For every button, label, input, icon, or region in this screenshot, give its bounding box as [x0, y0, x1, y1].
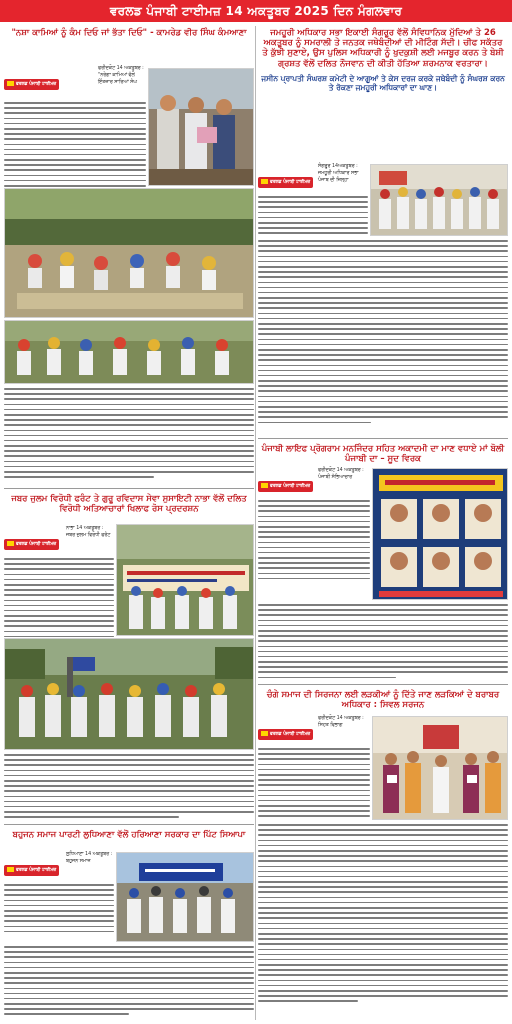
brand-tag-icon — [7, 541, 14, 546]
brand-tag — [4, 865, 59, 876]
article-nabha-protest[interactable] — [4, 492, 254, 822]
brand-tag-icon — [261, 483, 268, 488]
column-divider — [255, 26, 256, 1020]
article-photo-gathering — [4, 188, 254, 318]
brand-tag-icon — [7, 867, 14, 872]
article-dateline: ਫਰੀਦਕੋਟ 14 ਅਕਤੂਬਰ : ਪੰਜਾਬੀ ਸੱਭਿਆਚਾਰ — [318, 468, 364, 480]
article-headline: ਜਮਹੂਰੀ ਅਧਿਕਾਰ ਸਭਾ ਇਕਾਈ ਸੰਗਰੂਰ ਵੱਲੋਂ ਸੰਵਿਧਾਨਿਕ ਮੁੱਦਿਆਂ ਤੇ 26 ਅਕਤੂਬਰ ਨੂੰ ਸਮਰਾਲੀ ਤੇ ਜਨਤਕ ਜਥੇਬੰਦੀਆਂ ਦੀ ਮੀਟਿੰਗ ਸੱਦੀ। ਚੀਫ ਸਕੱਤਰ ਤੇ ਕੁੱਝੀ ਸੁਣਾਏ, ਉਸ ਪੁਲਿਸ ਅਧਿਕਾਰੀ ਨੂੰ ਖੁਦਕੁਸ਼ੀ ਲਈ ਮਜਬੂਰ ਕਰਨ ਤੇ ਬੇਸ਼ੀ ਗ੍ਰਸ਼ਤ ਵੱਲੋਂ ਦਲਿਤ ਨੌਜਵਾਨ ਦੀ ਕੀਤੀ ਹੱਤਿਆ ਸ਼ਰਮਨਾਕ ਵਰਤਾਰਾ। — [262, 28, 504, 69]
masthead — [0, 0, 512, 22]
article-photo-rally — [4, 638, 254, 750]
article-body-continued — [4, 754, 254, 821]
article-dateline: ਨਾਭਾ 14 ਅਕਤੂਬਰ : ਜਬਰ ਜੁਲਮ ਵਿਰੋਧੀ ਫਰੰਟ — [66, 526, 111, 538]
article-dateline: ਲੁਧਿਆਣਾ 14 ਅਕਤੂਬਰ : ਬਹੁਜਨ ਸਮਾਜ — [66, 852, 113, 864]
article-headline: "ਨਸ਼ਾ ਕਾਮਿਆਂ ਨੂੰ ਕੰਮ ਦਿਓ ਜਾਂ ਭੱਤਾ ਦਿਓ" - ਕਾਮਰੇਡ ਵੀਰ ਸਿੰਘ ਕੰਮਆਣਾ — [11, 28, 247, 38]
article-separator — [258, 438, 508, 439]
article-body-continued — [258, 824, 508, 1006]
article-subhead: ਜਸੀਨ ਪ੍ਰਾਪਤੀ ਸੰਘਰਸ਼ ਕਮੇਟੀ ਦੇ ਆਗੂਆਂ ਤੇ ਕੇਸ ਦਰਜ ਕਰਕੇ ਜਥੇਬੰਦੀ ਨੂੰ ਸੰਘਰਸ਼ ਕਰਨ ਤੇ ਰੋਕਣਾ ਜਮਹੂਰੀ ਅਧਿਕਾਰਾਂ ਦਾ ਘਾਣ। — [261, 73, 505, 92]
brand-tag-icon — [7, 81, 14, 86]
brand-tag — [4, 79, 59, 90]
brand-tag-label: ਵਰਲਡ ਪੰਜਾਬੀ ਟਾਈਮਜ਼ — [16, 542, 57, 547]
brand-tag — [258, 177, 313, 188]
article-photo-poster — [372, 468, 508, 600]
article-body-continued — [258, 604, 508, 682]
article-dateline: ਫਰੀਦਕੋਟ 14 ਅਕਤੂਬਰ : "ਨਰੇਗਾ ਕਾਮਿਆਂ ਵੱਲੋਂ ਇੰਤਜ਼ਾਰ ਸਾਰਿਆਂ ਸੰਘ — [98, 66, 144, 85]
article-photo-awards — [372, 716, 508, 820]
brand-tag-label: ਵਰਲਡ ਪੰਜਾਬੀ ਟਾਈਮਜ਼ — [270, 484, 311, 489]
article-dateline: ਸੰਗਰੂਰ 14ਅਕਤੂਬਰ : ਜਮਹੂਰੀ ਅਧਿਕਾਰ ਸਭਾ ਪੰਜਾਬ ਦੀ ਜ਼ਿਲ੍ਹਾ — [318, 164, 359, 183]
brand-tag — [258, 481, 313, 492]
article-body-continued — [4, 388, 254, 481]
article-body — [4, 558, 114, 646]
article-body — [258, 500, 370, 583]
article-photo-protest-banner — [116, 524, 254, 636]
brand-tag-label: ਵਰਲਡ ਪੰਜਾਬੀ ਟਾਈਮਜ਼ — [270, 180, 311, 185]
brand-tag-label: ਵਰਲਡ ਪੰਜਾਬੀ ਟਾਈਮਜ਼ — [16, 868, 57, 873]
left-column — [4, 26, 254, 1020]
article-body — [4, 884, 114, 936]
brand-tag — [258, 729, 313, 740]
article-dateline: ਫਰੀਦਕੋਟ 14 ਅਕਤੂਬਰ : ਸਿਹਤ ਵਿਭਾਗ — [318, 716, 364, 728]
article-photo-crowd — [4, 320, 254, 384]
article-body — [258, 748, 370, 821]
article-body — [258, 196, 368, 238]
article-headline: ਬਹੁਜਨ ਸਮਾਜ ਪਾਰਟੀ ਲੁਧਿਆਣਾ ਵੱਲੋਂ ਹਰਿਆਣਾ ਸਰਕਾਰ ਦਾ ਪਿੱਟ ਸਿਆਪਾ — [12, 830, 246, 840]
article-photo-meeting — [370, 164, 508, 236]
article-sangrur-jamhoori[interactable] — [258, 26, 508, 436]
article-headline: ਚੰਗੇ ਸਮਾਜ ਦੀ ਸਿਰਜਨਾ ਲਈ ਲੜਕੀਆਂ ਨੂੰ ਦਿੱਤੇ ਜਾਣ ਲੜਕਿਆਂ ਦੇ ਬਰਾਬਰ ਅਧਿਕਾਰ : ਸਿਵਲ ਸਰਜਨ — [266, 690, 500, 711]
article-body-continued — [258, 240, 508, 427]
article-separator — [258, 684, 508, 685]
masthead-title: ਵਰਲਡ ਪੰਜਾਬੀ ਟਾਈਮਜ਼ 14 ਅਕਤੂਬਰ 2025 ਦਿਨ ਮੰਗਲਵਾਰ — [109, 3, 403, 18]
article-photo-officials — [148, 68, 254, 186]
article-punjabi-life[interactable] — [258, 442, 508, 682]
article-body-continued — [4, 946, 254, 1019]
brand-tag-icon — [261, 179, 268, 184]
article-civil-surgeon[interactable] — [258, 688, 508, 1020]
article-headline: ਪੰਜਾਬੀ ਲਾਇਫ ਪ੍ਰੋਗਰਾਮ ਮਨਜਿੰਦਰ ਸਹਿਤ ਅਕਾਦਮੀ ਦਾ ਮਾਣ ਵਧਾਏ ਮਾਂ ਬੋਲੀ ਪੰਜਾਬੀ ਦਾ – ਸੂਦ ਵਿਰਕ — [261, 444, 505, 465]
article-photo-bsp-protest — [116, 852, 254, 942]
brand-tag-icon — [261, 731, 268, 736]
article-headline: ਜਬਰ ਜੁਲਮ ਵਿਰੋਧੀ ਫਰੰਟ ਤੇ ਗੁਰੂ ਰਵਿਦਾਸ ਸੇਵਾ ਸੁਸਾਇਟੀ ਨਾਭਾ ਵੱਲੋਂ ਦਲਿਤ ਵਿਰੋਧੀ ਅਤਿਆਚਾਰਾਂ ਖਿਲਾਫ ਰੋਸ ਪ੍ਰਦਰਸ਼ਨ — [11, 494, 247, 515]
brand-tag — [4, 539, 59, 550]
brand-tag-label: ਵਰਲਡ ਪੰਜਾਬੀ ਟਾਈਮਜ਼ — [16, 82, 57, 87]
brand-tag-label: ਵਰਲਡ ਪੰਜਾਬੀ ਟਾਈਮਜ਼ — [270, 732, 311, 737]
article-mgnrega[interactable] — [4, 26, 254, 486]
right-column — [258, 26, 508, 1020]
article-separator — [4, 824, 254, 825]
article-bsp-ludhiana[interactable] — [4, 828, 254, 1020]
article-separator — [4, 488, 254, 489]
